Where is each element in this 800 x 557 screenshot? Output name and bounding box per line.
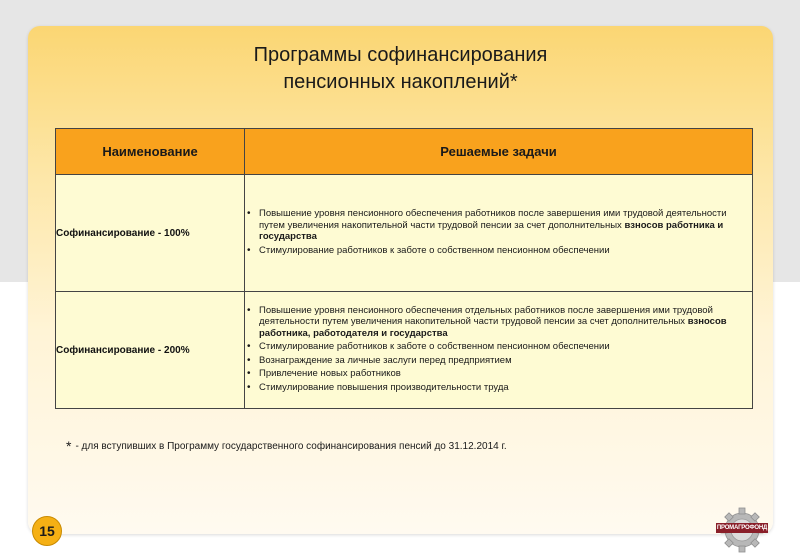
footnote-star: * <box>66 438 72 454</box>
company-logo <box>716 506 768 554</box>
list-item: • Вознаграждение за личные заслуги перед предприятием <box>259 355 752 367</box>
slide-title <box>28 42 773 96</box>
list-item: • Привлечение новых работников <box>259 368 752 380</box>
table-row <box>56 292 753 409</box>
row-tasks <box>245 175 753 292</box>
programs-table <box>55 128 753 409</box>
list-item: • Повышение уровня пенсионного обеспечения работников после завершения ими трудовой деятельности путем увеличения накопительной части трудовой пенсии за счет дополнительных взносов работника и государства <box>259 208 752 243</box>
table-header-row <box>56 129 753 175</box>
table-row <box>56 175 753 292</box>
header-tasks: Решаемые задачи <box>245 129 753 175</box>
list-item: • Повышение уровня пенсионного обеспечения отдельных работников после завершения ими трудовой деятельности путем увеличения накопительной части трудовой пенсии за счет дополнительных взносов работника, работодателя и государства <box>259 305 752 340</box>
footnote <box>66 438 507 454</box>
footnote-text: - для вступивших в Программу государственного софинансирования пенсий до 31.12.2014 г. <box>75 441 507 452</box>
row-tasks <box>245 292 753 409</box>
row-name: Софинансирование - 100% <box>56 175 245 292</box>
header-name: Наименование <box>56 129 245 175</box>
task-list <box>245 208 752 256</box>
logo-text: ПРОМАГРОФОНД <box>716 525 768 531</box>
list-item: • Стимулирование работников к заботе о собственном пенсионном обеспечении <box>259 245 752 257</box>
row-name: Софинансирование - 200% <box>56 292 245 409</box>
list-item: • Стимулирование работников к заботе о собственном пенсионном обеспечении <box>259 341 752 353</box>
title-line-2: пенсионных накоплений* <box>283 71 518 93</box>
page-number-badge: 15 <box>32 516 62 546</box>
list-item: • Стимулирование повышения производительности труда <box>259 382 752 394</box>
title-line-1: Программы софинансирования <box>253 44 548 66</box>
task-list <box>245 305 752 394</box>
